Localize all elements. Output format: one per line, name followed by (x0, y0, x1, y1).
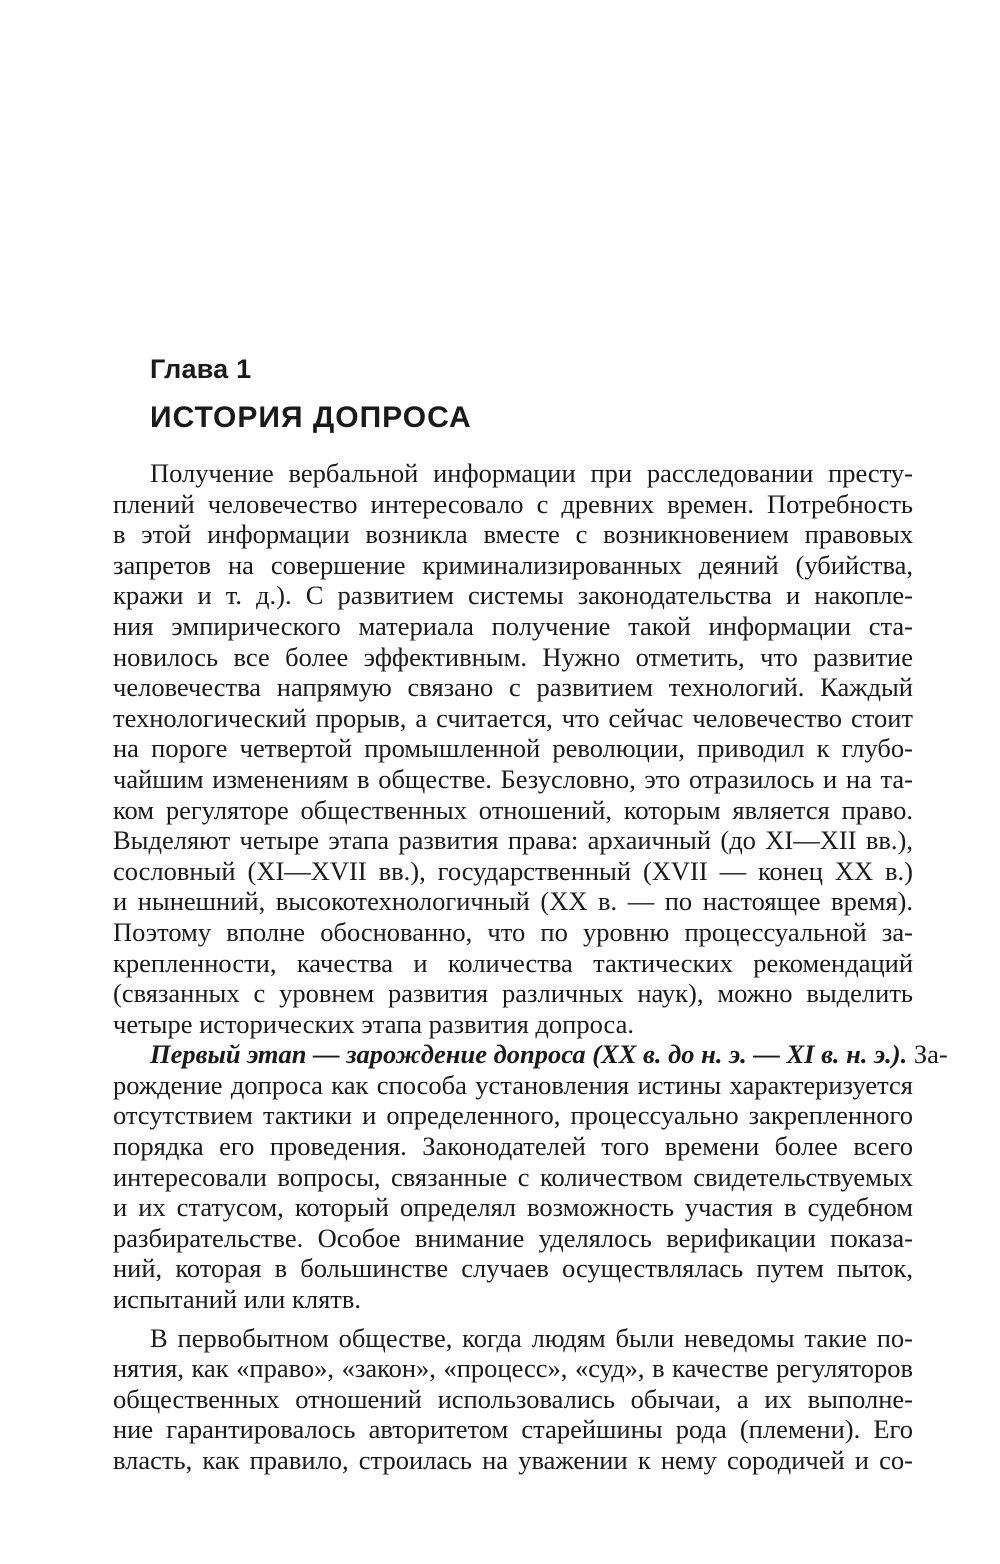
text-line: рождение допроса как способа установления истины характеризуется (113, 1069, 913, 1100)
paragraph-1 (113, 458, 913, 1039)
text-line: на пороге четвертой промышленной революции, приводил к глубо- (113, 733, 913, 764)
text-line: власть, как правило, строилась на уважении к нему сородичей и со- (113, 1445, 913, 1475)
text-line: чайшим изменениям в обществе. Безусловно, это отразилось и на та- (113, 763, 913, 794)
text-line: Выделяют четыре этапа развития права: архаичный (до XI—XII вв.), (113, 825, 913, 856)
paragraph-2 (113, 1039, 948, 1315)
text-line: Поэтому вполне обоснованно, что по уровню процессуальной за- (113, 916, 913, 947)
text-line: (связанных с уровнем развития различных наук), можно выделить (113, 978, 913, 1009)
text-line: технологический прорыв, а считается, что сейчас человечество стоит (113, 702, 913, 733)
chapter-title: ИСТОРИЯ ДОПРОСА (150, 401, 472, 434)
text-line: запретов на совершение криминализированных деяний (убийства, (113, 549, 913, 580)
text-line: четыре исторических этапа развития допроса. (113, 1008, 634, 1039)
text-line: В первобытном обществе, когда людям были неведомы такие по- (150, 1322, 913, 1353)
text-line: крепленности, качества и количества тактических рекомендаций (113, 947, 913, 978)
text-line: разбирательстве. Особое внимание уделялось верификации показа- (113, 1222, 913, 1253)
text-line: ние гарантировалось авторитетом старейшины рода (племени). Его (113, 1414, 913, 1445)
text-line: нятия, как «право», «закон», «процесс», «суд», в качестве регуляторов (113, 1353, 913, 1384)
text-line: ком регуляторе общественных отношений, которым является право. (113, 794, 913, 825)
emphasis-text: Первый этап — зарождение допроса (XX в. до н. э. — XI в. н. э.). (150, 1039, 908, 1070)
text-line: интересовали вопросы, связанные с количеством свидетельствуемых (113, 1161, 913, 1192)
text-fragment: За- (907, 1039, 948, 1070)
text-line: плений человечество интересовало с древних времен. Потребность (113, 488, 913, 519)
text-line: и нынешний, высокотехнологичный (XX в. — по настоящее время). (113, 886, 913, 917)
text-line: отсутствием тактики и определенного, процессуально закрепленного (113, 1100, 913, 1131)
body-text (113, 458, 948, 1476)
text-line: человечества напрямую связано с развитием технологий. Каждый (113, 672, 913, 703)
text-line: и их статусом, который определял возможность участия в судебном (113, 1192, 913, 1223)
text-line (113, 1039, 948, 1070)
text-line: общественных отношений использовались обычаи, а их выполне- (113, 1383, 913, 1414)
chapter-label: Глава 1 (150, 354, 252, 384)
text-line: испытаний или клятв. (113, 1284, 361, 1315)
text-line: новилось все более эффективным. Нужно отметить, что развитие (113, 641, 913, 672)
text-line: в этой информации возникла вместе с возникновением правовых (113, 519, 913, 550)
chapter-heading (150, 352, 910, 438)
text-line: кражи и т. д.). С развитием системы законодательства и накопле- (113, 580, 913, 611)
text-line: ний, которая в большинстве случаев осуществлялась путем пыток, (113, 1253, 913, 1284)
text-line: сословный (XI—XVII вв.), государственный (XVII — конец XX в.) (113, 855, 913, 886)
text-line: Получение вербальной информации при расследовании престу- (150, 458, 913, 488)
paragraph-3 (113, 1323, 913, 1476)
text-line: ния эмпирического материала получение такой информации ста- (113, 610, 913, 641)
text-line: порядка его проведения. Законодателей того времени более всего (113, 1131, 913, 1162)
